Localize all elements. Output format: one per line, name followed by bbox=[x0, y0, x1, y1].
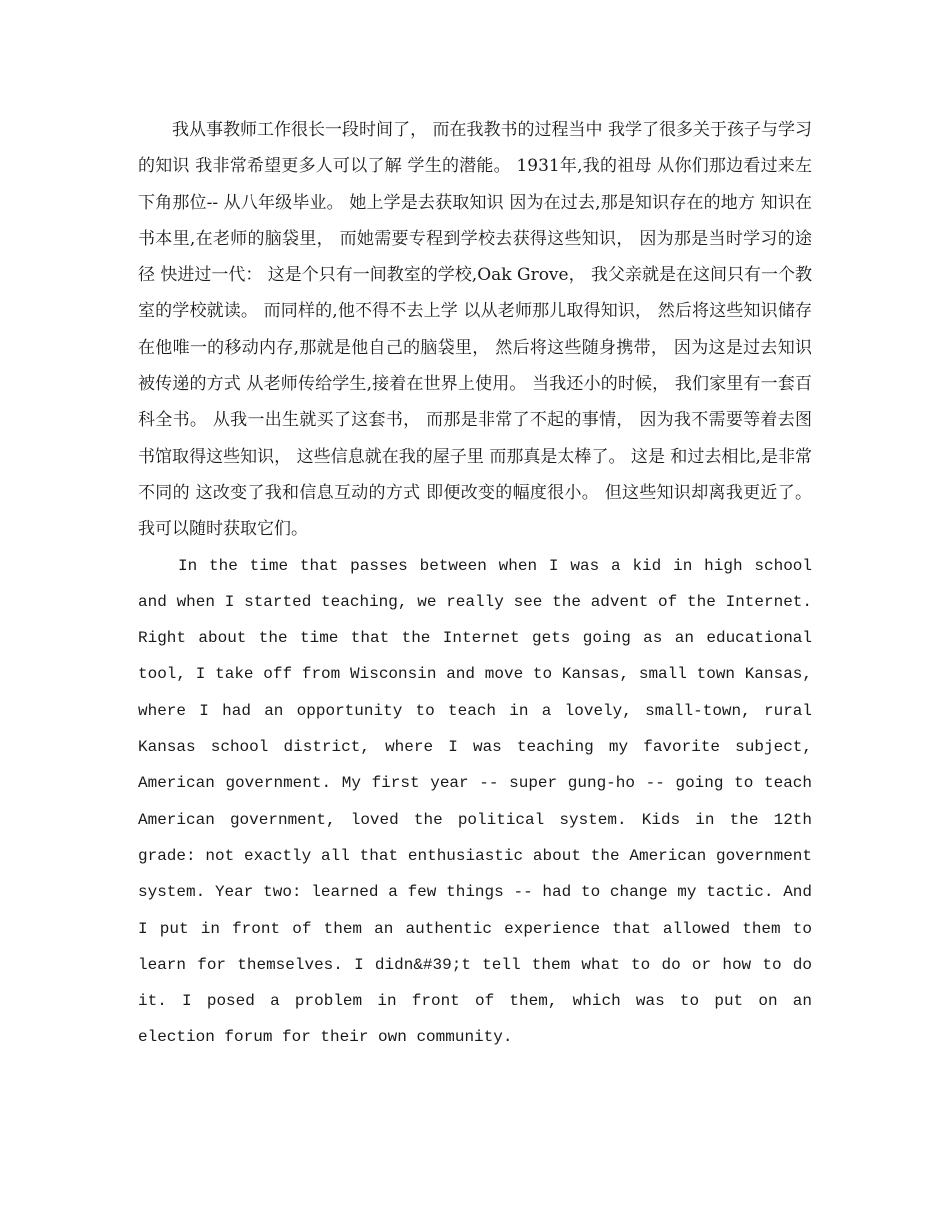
document-page bbox=[138, 112, 812, 1056]
paragraph-english: In the time that passes between when I was a kid in high school and when I started teaching, we really see the advent of the Internet. Right about the time that the Internet gets going as an educational tool, I take off from Wisconsin and move to Kansas, small town Kansas, where I had an opportunity to teach in a lovely, small-town, rural Kansas school district, where I was teaching my favorite subject, American government. My first year -- super gung-ho -- going to teach American government, loved the political system. Kids in the 12th grade: not exactly all that enthusiastic about the American government system. Year two: learned a few things -- had to change my tactic. And I put in front of them an authentic experience that allowed them to learn for themselves. I didn&#39;t tell them what to do or how to do it. I posed a problem in front of them, which was to put on an election forum for their own community. bbox=[138, 556, 812, 1047]
paragraph-chinese: 我从事教师工作很长一段时间了， 而在我教书的过程当中 我学了很多关于孩子与学习的知识 我非常希望更多人可以了解 学生的潜能。 1931年,我的祖母 从你们那边看过来左下角那位-- 从八年级毕业。 她上学是去获取知识 因为在过去,那是知识存在的地方 知识在书本里,在老师的脑袋里， 而她需要专程到学校去获得这些知识， 因为那是当时学习的途径 快进过一代： 这是个只有一间教室的学校,Oak Grove， 我父亲就是在这间只有一个教室的学校就读。 而同样的,他不得不去上学 以从老师那儿取得知识， 然后将这些知识储存在他唯一的移动内存,那就是他自己的脑袋里， 然后将这些随身携带， 因为这是过去知识被传递的方式 从老师传给学生,接着在世界上使用。 当我还小的时候， 我们家里有一套百科全书。 从我一出生就买了这套书， 而那是非常了不起的事情， 因为我不需要等着去图书馆取得这些知识， 这些信息就在我的屋子里 而那真是太棒了。 这是 和过去相比,是非常不同的 这改变了我和信息互动的方式 即便改变的幅度很小。 但这些知识却离我更近了。 我可以随时获取它们。 bbox=[138, 120, 812, 540]
